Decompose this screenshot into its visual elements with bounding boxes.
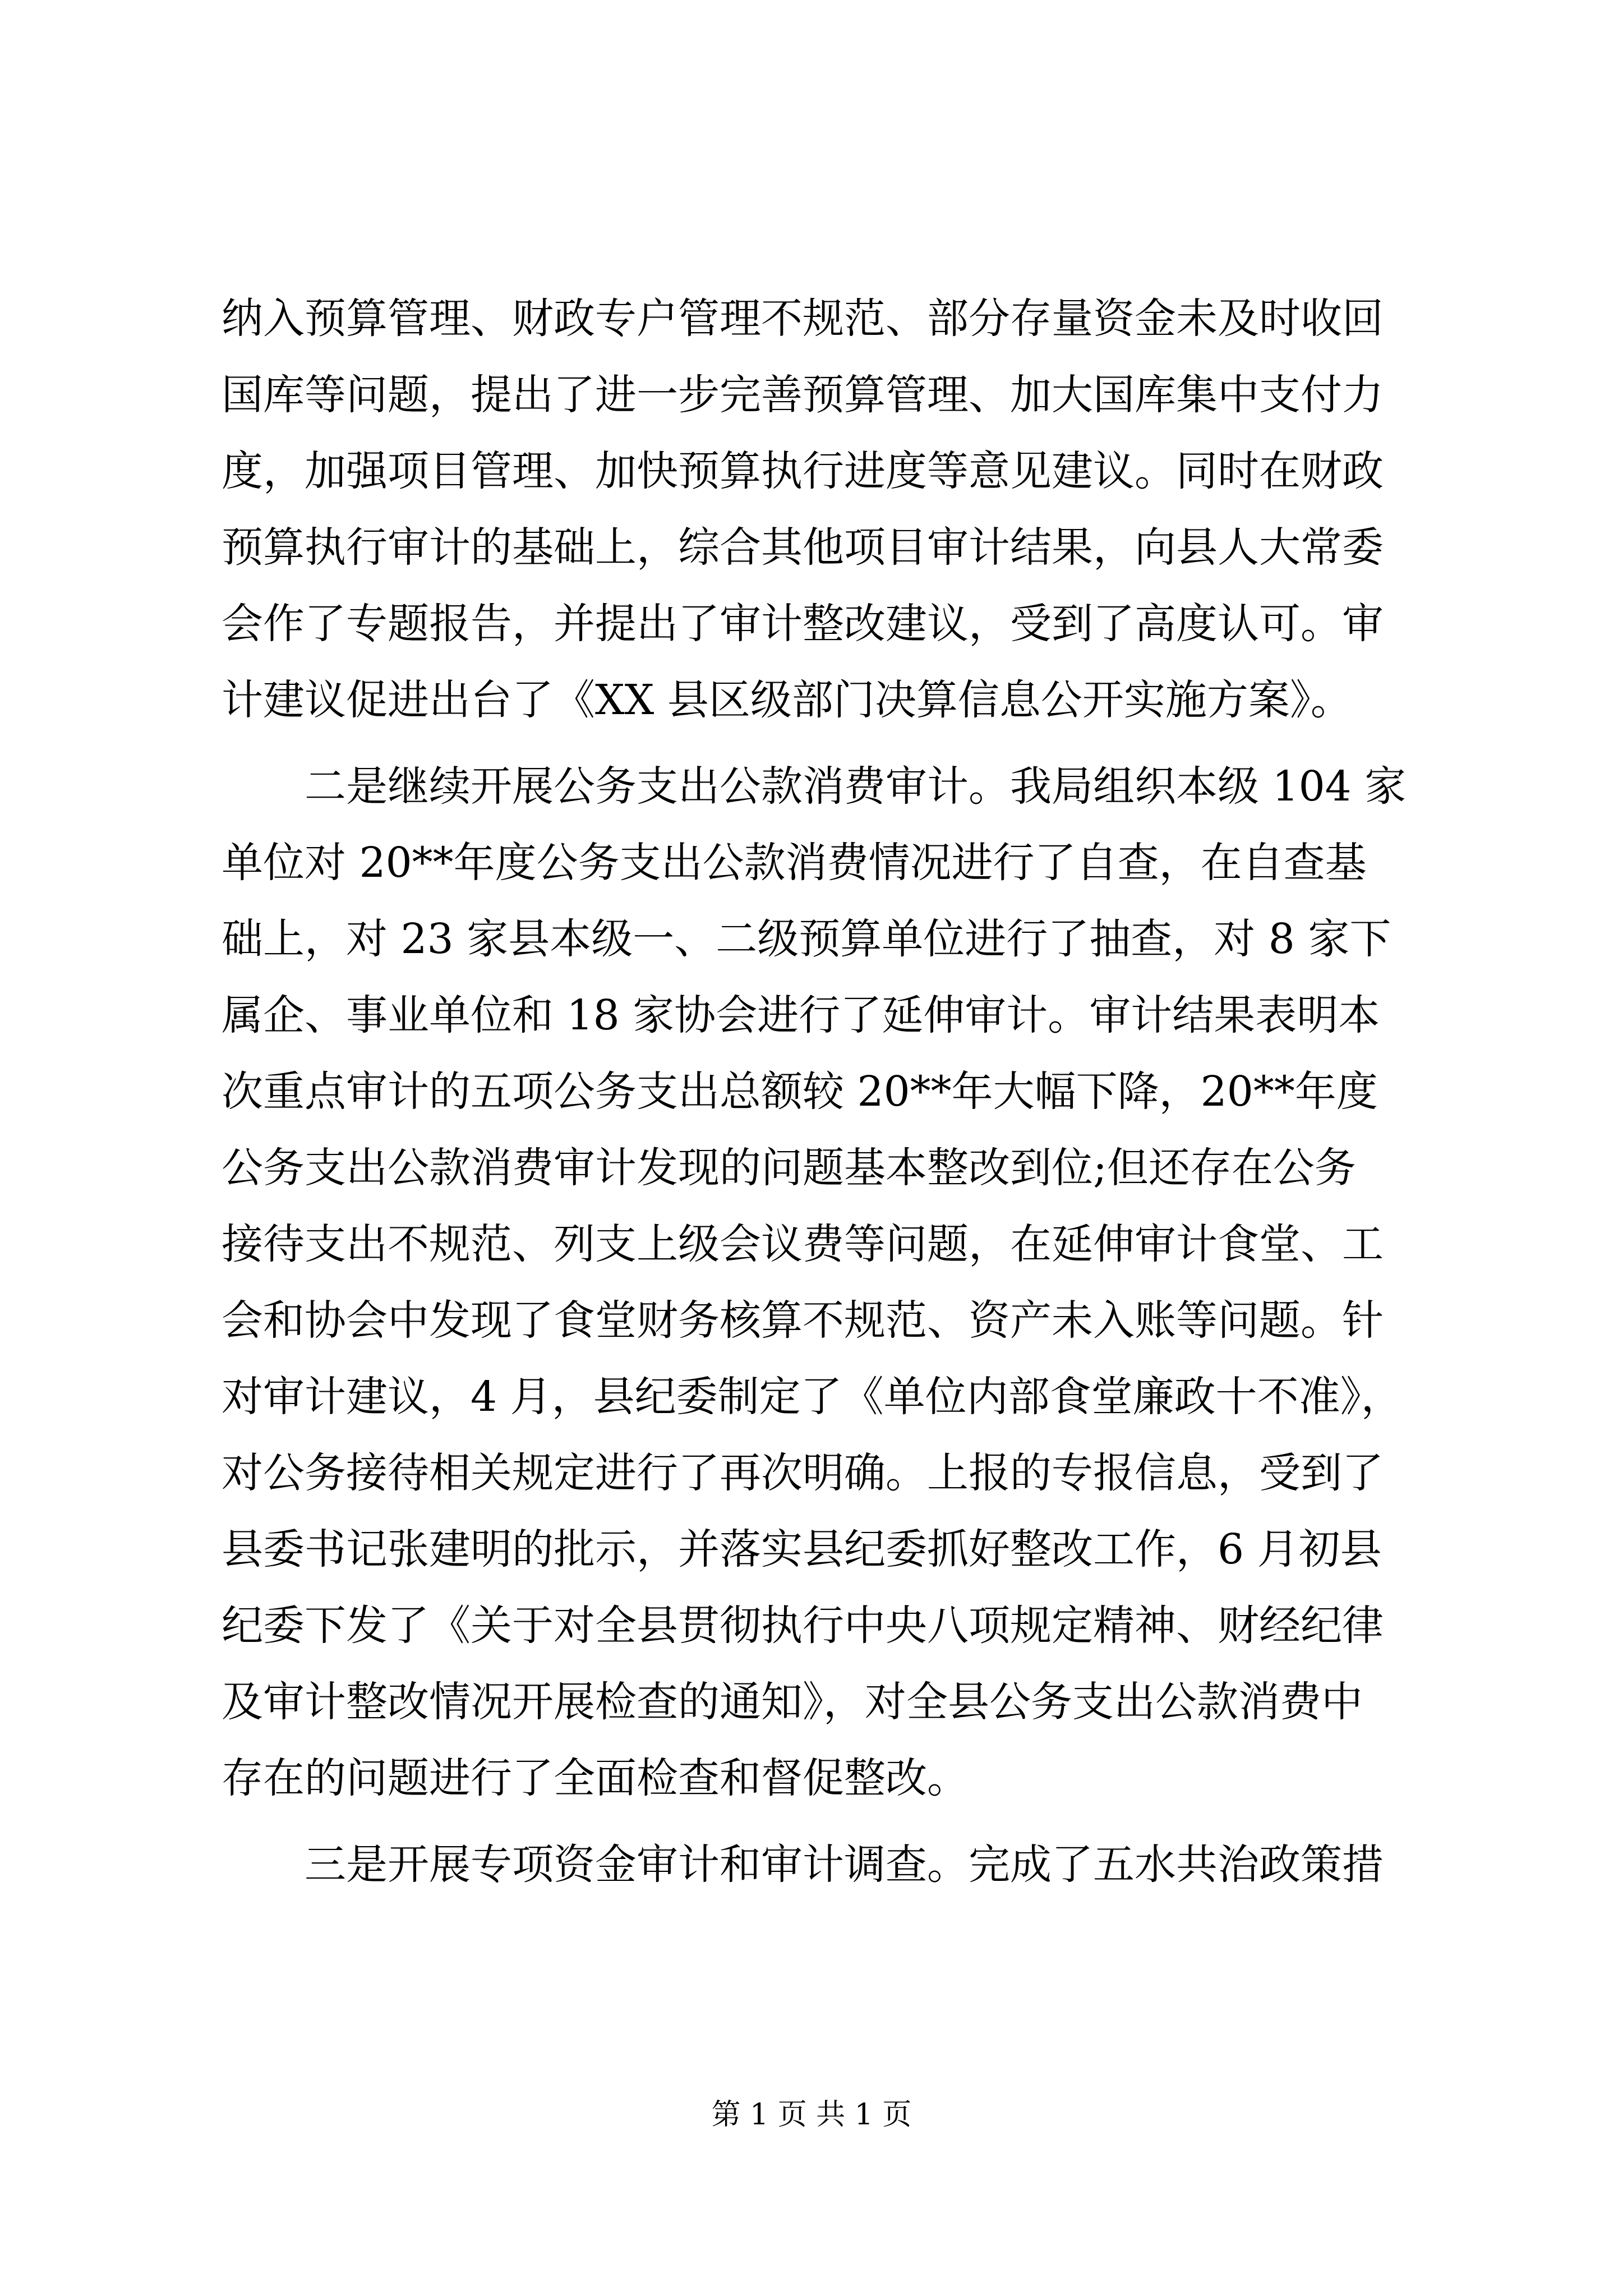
text-line: 及审计整改情况开展检查的通知》，对全县公务支出公款消费中 bbox=[222, 1678, 1363, 1726]
text-line: 度，加强项目管理、加快预算执行进度等意见建议。同时在财政 bbox=[222, 447, 1384, 495]
text-line: 属企、事业单位和 18 家协会进行了延伸审计。审计结果表明本 bbox=[222, 991, 1380, 1039]
text-line: 接待支出不规范、列支上级会议费等问题，在延伸审计食堂、工 bbox=[222, 1220, 1384, 1268]
text-line: 公务支出公款消费审计发现的问题基本整改到位;但还存在公务 bbox=[222, 1144, 1356, 1192]
paragraph-1 bbox=[222, 280, 1410, 738]
text-line: 纪委下发了《关于对全县贯彻执行中央八项规定精神、财经纪律 bbox=[222, 1602, 1384, 1650]
text-line: 三是开展专项资金审计和审计调查。完成了五水共治政策措 bbox=[222, 1841, 1384, 1889]
page-footer: 第 1 页 共 1 页 bbox=[711, 2098, 912, 2132]
text-line: 存在的问题进行了全面检查和督促整改。 bbox=[222, 1754, 969, 1802]
text-line: 单位对 20**年度公务支出公款消费情况进行了自查，在自查基 bbox=[222, 839, 1367, 887]
text-line: 县委书记张建明的批示，并落实县纪委抓好整改工作，6 月初县 bbox=[222, 1525, 1382, 1573]
paragraph-2 bbox=[222, 748, 1410, 1816]
text-line: 础上，对 23 家县本级一、二级预算单位进行了抽查，对 8 家下 bbox=[222, 915, 1391, 963]
document-body bbox=[222, 280, 1410, 1903]
text-line: 会作了专题报告，并提出了审计整改建议，受到了高度认可。审 bbox=[222, 600, 1384, 648]
text-line: 预算执行审计的基础上，综合其他项目审计结果，向县人大常委 bbox=[222, 523, 1384, 572]
text-line: 计建议促进出台了《XX 县区级部门决算信息公开实施方案》。 bbox=[222, 676, 1352, 724]
text-line: 对审计建议，4 月，县纪委制定了《单位内部食堂廉政十不准》， bbox=[222, 1373, 1403, 1421]
text-line: 国库等问题，提出了进一步完善预算管理、加大国库集中支付力 bbox=[222, 371, 1384, 419]
paragraph-3 bbox=[222, 1826, 1410, 1903]
text-line: 二是继续开展公务支出公款消费审计。我局组织本级 104 家 bbox=[222, 762, 1407, 811]
text-line: 会和协会中发现了食堂财务核算不规范、资产未入账等问题。针 bbox=[222, 1296, 1384, 1345]
paragraph-spacing bbox=[222, 1816, 1410, 1826]
text-line: 纳入预算管理、财政专户管理不规范、部分存量资金未及时收回 bbox=[222, 295, 1384, 343]
text-line: 对公务接待相关规定进行了再次明确。上报的专报信息，受到了 bbox=[222, 1449, 1384, 1497]
paragraph-spacing bbox=[222, 738, 1410, 748]
text-line: 次重点审计的五项公务支出总额较 20**年大幅下降，20**年度 bbox=[222, 1068, 1378, 1116]
